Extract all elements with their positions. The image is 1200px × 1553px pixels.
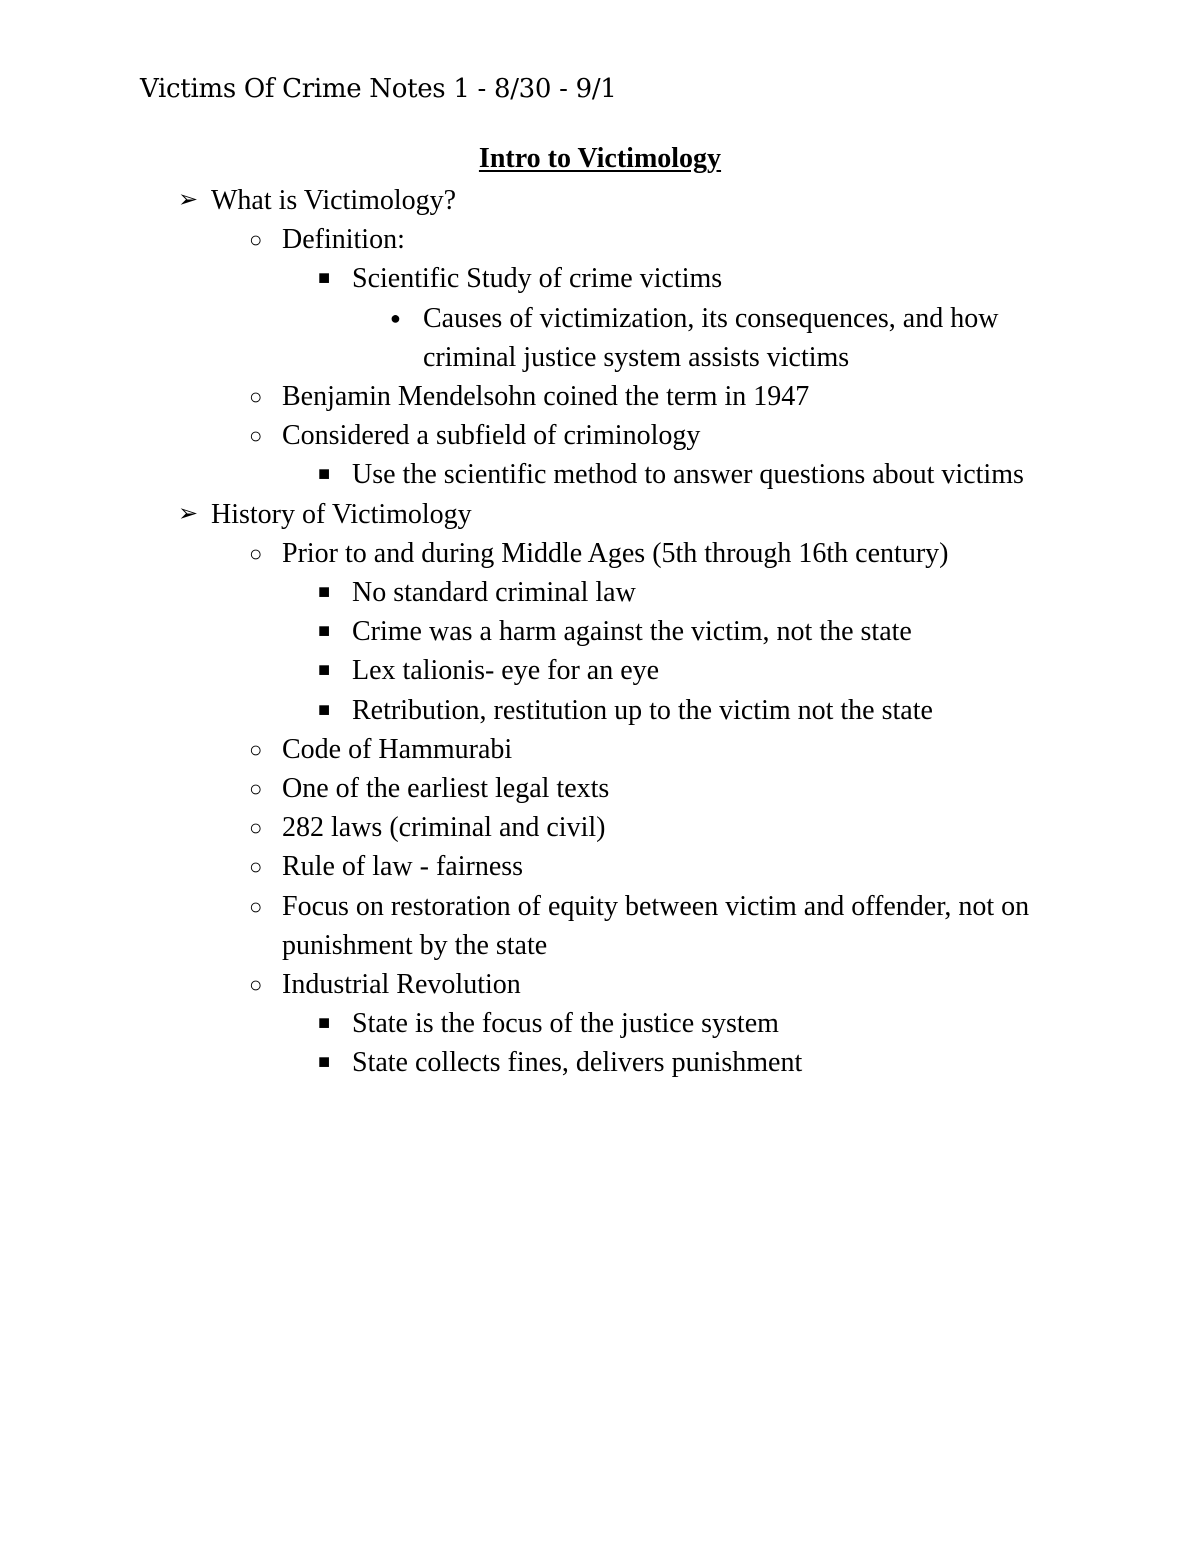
item-text: Code of Hammurabi <box>282 733 513 765</box>
item-text: Retribution, restitution up to the victim not the state <box>352 694 933 726</box>
outline-item-mendelsohn <box>0 377 1200 416</box>
outline-item-harm-against-victim <box>0 612 1200 651</box>
hollow-circle-bullet-icon: ○ <box>249 815 263 841</box>
square-bullet-icon: ■ <box>318 1012 331 1035</box>
outline-item-industrial-revolution <box>0 965 1200 1004</box>
arrow-bullet-icon: ➢ <box>178 500 199 527</box>
arrow-bullet-icon: ➢ <box>178 187 199 213</box>
outline-item-middle-ages <box>0 534 1200 573</box>
item-text: One of the earliest legal texts <box>282 773 610 805</box>
square-bullet-icon: ■ <box>318 581 331 604</box>
notes-outline <box>0 181 1200 1083</box>
hollow-circle-bullet-icon: ○ <box>249 854 263 880</box>
square-bullet-icon: ■ <box>318 1051 331 1074</box>
outline-item-restoration-of-equity <box>0 887 1200 965</box>
document-header: Victims Of Crime Notes 1 - 8/30 - 9/1 <box>140 74 617 104</box>
outline-item-scientific-method <box>0 455 1200 494</box>
item-text: What is Victimology? <box>211 185 457 216</box>
hollow-circle-bullet-icon: ○ <box>249 227 263 253</box>
item-text: Industrial Revolution <box>282 969 521 1001</box>
outline-item-earliest-texts <box>0 769 1200 808</box>
outline-item-retribution <box>0 691 1200 730</box>
section-title <box>0 142 1200 176</box>
outline-item-lex-talionis <box>0 651 1200 690</box>
hollow-circle-bullet-icon: ○ <box>249 893 263 919</box>
item-text: Definition: <box>282 224 405 256</box>
item-text: Considered a subfield of criminology <box>282 420 701 452</box>
item-text: History of Victimology <box>211 498 472 530</box>
outline-item-rule-of-law <box>0 847 1200 886</box>
hollow-circle-bullet-icon: ○ <box>249 423 263 449</box>
hollow-circle-bullet-icon: ○ <box>249 384 263 410</box>
hollow-circle-bullet-icon: ○ <box>249 972 263 998</box>
outline-item-subfield <box>0 416 1200 455</box>
item-text: Crime was a harm against the victim, not the state <box>352 616 912 648</box>
outline-item-282-laws <box>0 808 1200 847</box>
filled-circle-bullet-icon: ● <box>390 307 401 328</box>
outline-item-hammurabi <box>0 730 1200 769</box>
outline-item-definition <box>0 220 1200 259</box>
outline-item-state-collects-fines <box>0 1043 1200 1082</box>
item-text: 282 laws (criminal and civil) <box>282 812 606 844</box>
item-text: Lex talionis- eye for an eye <box>352 655 660 687</box>
square-bullet-icon: ■ <box>318 659 331 682</box>
item-text: Scientific Study of crime victims <box>352 263 723 295</box>
square-bullet-icon: ■ <box>318 620 331 643</box>
outline-item-scientific-study <box>0 259 1200 298</box>
item-text: Use the scientific method to answer questions about victims <box>352 459 1024 491</box>
item-text: Benjamin Mendelsohn coined the term in 1947 <box>282 381 810 413</box>
hollow-circle-bullet-icon: ○ <box>249 736 263 762</box>
outline-item-history <box>0 495 1200 534</box>
item-text: State is the focus of the justice system <box>352 1008 779 1040</box>
item-text: State collects fines, delivers punishment <box>352 1047 803 1079</box>
outline-item-state-focus <box>0 1004 1200 1043</box>
square-bullet-icon: ■ <box>318 698 331 721</box>
item-text: Rule of law - fairness <box>282 851 524 883</box>
hollow-circle-bullet-icon: ○ <box>249 776 263 802</box>
square-bullet-icon: ■ <box>318 267 331 290</box>
hollow-circle-bullet-icon: ○ <box>249 540 263 566</box>
square-bullet-icon: ■ <box>318 463 331 486</box>
section-title-text: Intro to Victimology <box>478 143 722 174</box>
item-text: Focus on restoration of equity between victim and offender, not on punishment by the state <box>282 890 1030 961</box>
item-text: Causes of victimization, its consequences, and how criminal justice system assists victims <box>423 302 999 373</box>
item-text: No standard criminal law <box>352 577 636 609</box>
outline-item-what-is-victimology <box>0 181 1200 220</box>
item-text: Prior to and during Middle Ages (5th through 16th century) <box>282 537 949 569</box>
outline-item-no-standard-law <box>0 573 1200 612</box>
outline-item-causes <box>0 299 1200 377</box>
